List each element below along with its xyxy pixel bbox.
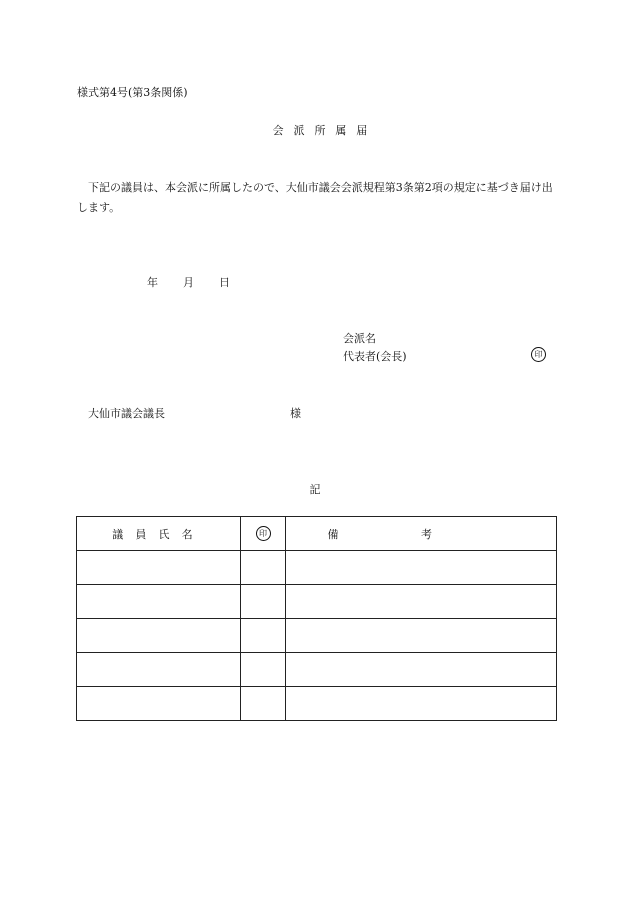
member-name-cell[interactable] — [77, 687, 241, 721]
date-year-label: 年 — [147, 276, 158, 289]
header-seal — [241, 517, 286, 551]
form-number: 様式第4号(第3条関係) — [77, 86, 188, 99]
addressee-honorific: 様 — [290, 407, 301, 420]
document-title: 会派所属届 — [272, 124, 378, 137]
member-seal-cell[interactable] — [241, 585, 286, 619]
member-seal-cell[interactable] — [241, 687, 286, 721]
header-remarks: 備考 — [286, 517, 557, 551]
table-row — [77, 653, 557, 687]
declaration-text: 下記の議員は、本会派に所属したので、大仙市議会会派規程第3条第2項の規定に基づき届け出します。 — [77, 181, 553, 214]
table-row — [77, 687, 557, 721]
note-heading: 記 — [309, 483, 321, 496]
representative-seal-mark: 印 — [531, 347, 546, 362]
representative-label: 代表者(会長) — [343, 350, 407, 363]
date-day-label: 日 — [219, 276, 230, 289]
addressee-name: 大仙市議会議長 — [88, 407, 165, 420]
member-seal-cell[interactable] — [241, 619, 286, 653]
member-name-cell[interactable] — [77, 585, 241, 619]
member-name-cell[interactable] — [77, 619, 241, 653]
member-remarks-cell[interactable] — [286, 653, 557, 687]
date-month-label: 月 — [183, 276, 194, 289]
header-member-name: 議員氏名 — [77, 517, 241, 551]
member-remarks-cell[interactable] — [286, 551, 557, 585]
table-row — [77, 585, 557, 619]
member-name-cell[interactable] — [77, 551, 241, 585]
table-row — [77, 619, 557, 653]
member-remarks-cell[interactable] — [286, 687, 557, 721]
faction-name-label: 会派名 — [343, 332, 376, 345]
member-remarks-cell[interactable] — [286, 585, 557, 619]
member-table — [76, 516, 557, 721]
table-row — [77, 551, 557, 585]
seal-icon: 印 — [256, 526, 271, 541]
seal-icon — [531, 347, 546, 362]
member-remarks-cell[interactable] — [286, 619, 557, 653]
table-header-row — [77, 517, 557, 551]
member-seal-cell[interactable] — [241, 551, 286, 585]
member-name-cell[interactable] — [77, 653, 241, 687]
member-seal-cell[interactable] — [241, 653, 286, 687]
